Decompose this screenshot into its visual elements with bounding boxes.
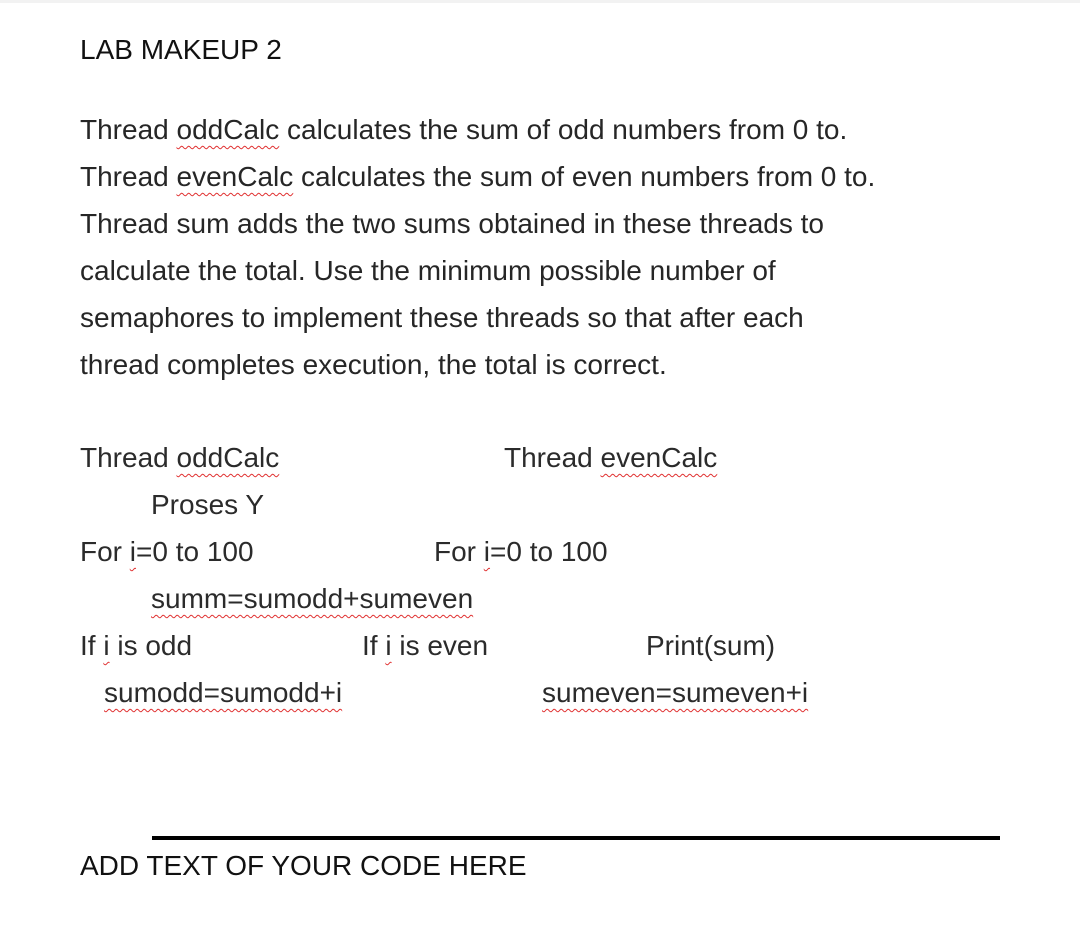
- description-line-6: thread completes execution, the total is correct.: [80, 349, 667, 380]
- horizontal-divider: [152, 836, 1000, 840]
- description-line-5: semaphores to implement these threads so that after each: [80, 302, 804, 333]
- if-odd-statement: If i is odd: [80, 630, 193, 661]
- sumodd-statement: sumodd=sumodd+i: [104, 677, 343, 708]
- description-line-1: Thread oddCalc calculates the sum of odd numbers from 0 to.: [80, 114, 848, 145]
- page-top-edge: [0, 0, 1080, 3]
- spell-evencalc: evenCalc: [176, 161, 294, 192]
- code-entry-prompt: ADD TEXT OF YOUR CODE HERE: [80, 850, 527, 881]
- spell-oddcalc: oddCalc: [176, 114, 280, 145]
- description-line-3: Thread sum adds the two sums obtained in these threads to: [80, 208, 824, 239]
- problem-description: [80, 106, 1040, 388]
- even-for-loop: For i=0 to 100: [434, 536, 608, 567]
- odd-for-loop: For i=0 to 100: [80, 536, 254, 567]
- print-sum-statement: Print(sum): [646, 630, 776, 661]
- summ-statement: summ=sumodd+sumeven: [151, 583, 474, 614]
- description-line-4: calculate the total. Use the minimum possible number of: [80, 255, 776, 286]
- even-thread-header: Thread evenCalc: [504, 442, 718, 473]
- description-line-2: Thread evenCalc calculates the sum of even numbers from 0 to.: [80, 161, 876, 192]
- sumeven-statement: sumeven=sumeven+i: [542, 677, 809, 708]
- proses-y-label: Proses Y: [151, 489, 265, 520]
- if-even-statement: If i is even: [362, 630, 489, 661]
- page-title: LAB MAKEUP 2: [80, 34, 282, 65]
- odd-thread-header: Thread oddCalc: [80, 442, 280, 473]
